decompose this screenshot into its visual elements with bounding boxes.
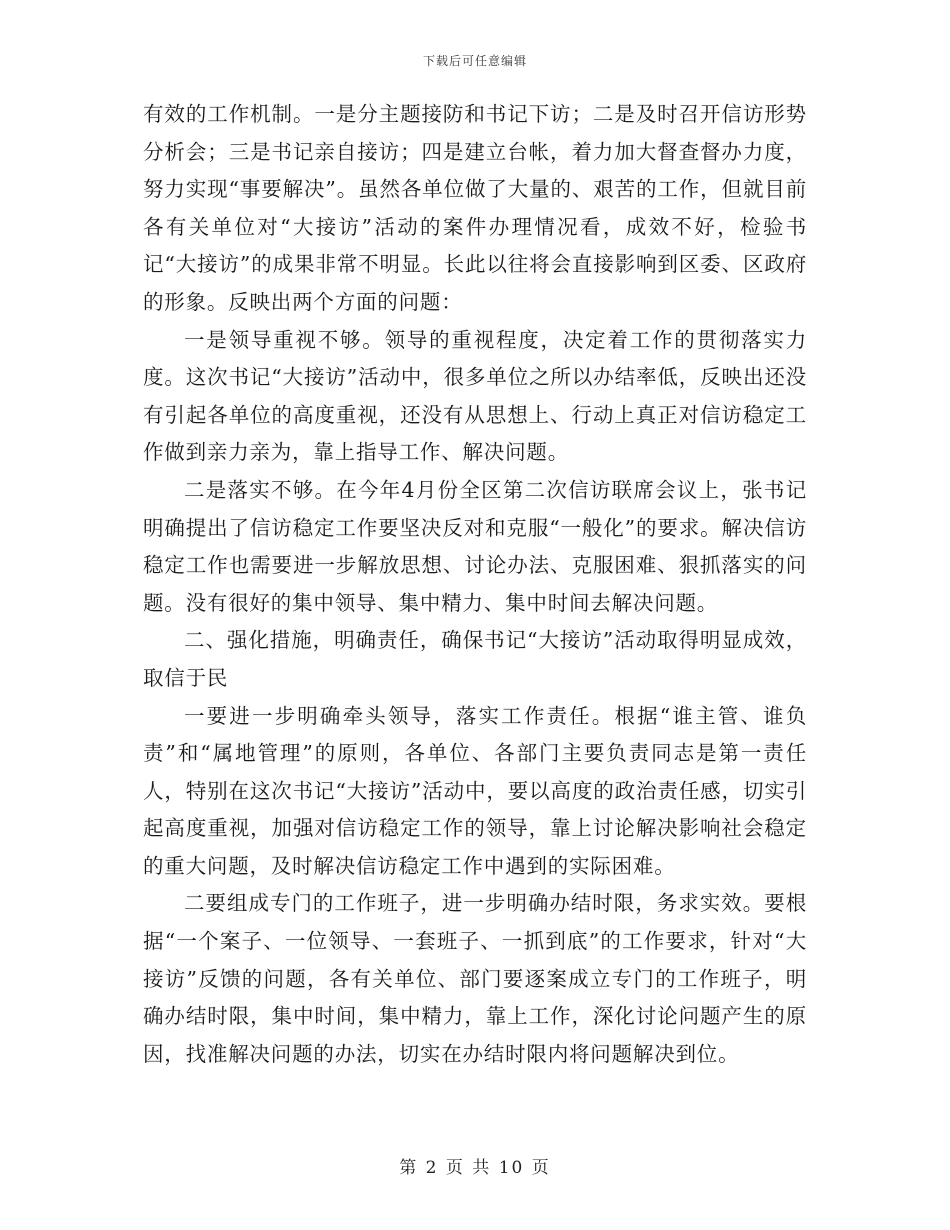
paragraph-2: 一是领导重视不够。领导的重视程度，决定着工作的贯彻落实力度。这次书记“大接访”活动中，很多单位之所以办结率低，反映出还没有引起各单位的高度重视，还没有从思想上、行动上真正对信访稳定工作做到亲力亲为，靠上指导工作、解决问题。 — [143, 327, 807, 465]
paragraph-4: 一要进一步明确牵头领导，落实工作责任。根据“谁主管、谁负责”和“属地管理”的原则，各单位、各部门主要负责同志是第一责任人，特别在这次书记“大接访”活动中，要以高度的政治责任感，切实引起高度重视，加强对信访稳定工作的领导，靠上讨论解决影响社会稳定的重大问题，及时解决信访稳定工作中遇到的实际困难。 — [143, 703, 807, 878]
document-body — [143, 96, 807, 1073]
paragraph-3: 二是落实不够。在今年4月份全区第二次信访联席会议上，张书记明确提出了信访稳定工作要坚决反对和克服“一般化”的要求。解决信访稳定工作也需要进一步解放思想、讨论办法、克服困难、狠抓落实的问题。没有很好的集中领导、集中精力、集中时间去解决问题。 — [143, 477, 807, 615]
section-heading: 二、强化措施，明确责任，确保书记“大接访”活动取得明显成效，取信于民 — [143, 628, 807, 690]
page-number: 第 2 页 共 10 页 — [399, 1158, 551, 1178]
paragraph-1: 有效的工作机制。一是分主题接防和书记下访；二是及时召开信访形势分析会；三是书记亲自接访；四是建立台帐，着力加大督查督办力度，努力实现“事要解决”。虽然各单位做了大量的、艰苦的工作，但就目前各有关单位对“大接访”活动的案件办理情况看，成效不好，检验书记“大接访”的成果非常不明显。长此以往将会直接影响到区委、区政府的形象。反映出两个方面的问题： — [143, 102, 807, 314]
page-header: 下载后可任意编辑 — [422, 54, 527, 68]
paragraph-5: 二要组成专门的工作班子，进一步明确办结时限，务求实效。要根据“一个案子、一位领导、一套班子、一抓到底”的工作要求，针对“大接访”反馈的问题，各有关单位、部门要逐案成立专门的工作班子，明确办结时限，集中时间，集中精力，靠上工作，深化讨论问题产生的原因，找准解决问题的办法，切实在办结时限内将问题解决到位。 — [143, 891, 807, 1066]
